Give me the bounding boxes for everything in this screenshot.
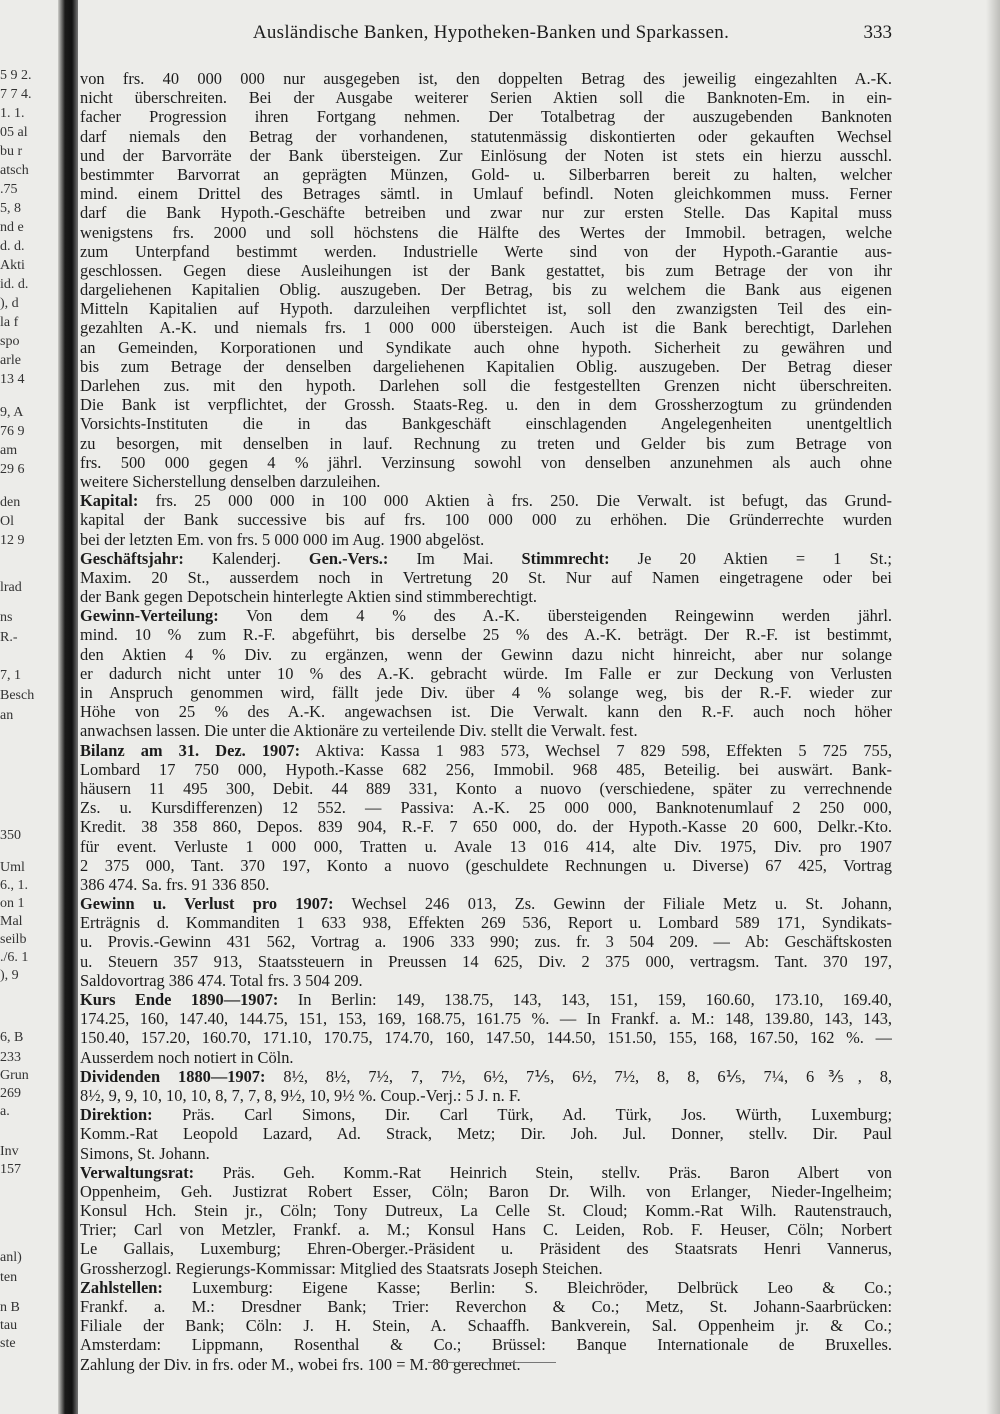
margin-fragment: an: [0, 708, 14, 723]
text-line: [80, 606, 892, 625]
text-line: [80, 107, 892, 126]
text-line: [80, 127, 892, 146]
line-text: Le Gallais, Luxemburg; Ehren-Oberger.-Präsident u. Präsident des Staatsrats Henri Vannerus,: [80, 1239, 892, 1259]
line-text: Komm.-Rat Leopold Lazard, Ad. Strack, Metz; Dir. Joh. Jul. Donner, stellv. Dir. Paul: [80, 1124, 892, 1144]
text-line: [80, 338, 892, 357]
line-text: bis zum Betrage der denselben dargeliehenen Kapitalien Oblig. auszugeben. Der Betrag dieser: [80, 356, 892, 376]
text-line: [80, 1239, 892, 1258]
text-line: [80, 530, 892, 549]
text-line: [80, 875, 892, 894]
page-number: 333: [863, 22, 892, 43]
line-text: Kalenderj.: [183, 548, 309, 568]
section-heading: Stimmrecht:: [521, 548, 610, 568]
line-text: Saldovortrag 386 474. Total frs. 3 504 209.: [80, 970, 363, 990]
line-text: an Gemeinden, Korporationen und Syndikate auch ohne hypoth. Sicherheit zu gewähren und: [80, 337, 892, 357]
text-line: [80, 1297, 892, 1316]
line-text: Höhe von 25 % des A.-K. angewachsen ist. Die Verwalt. kann den R.-F. auch noch höher: [80, 702, 892, 722]
line-text: und der Barvorräte der Bank übersteigen. Zur Einlösung der Noten ist stets ein hierzu ausschl.: [80, 145, 892, 165]
section-heading: Kurs Ende 1890—1907:: [80, 990, 279, 1009]
line-text: Die Bank ist verpflichtet, der Grossh. Staats-Reg. u. den in dem Grossherzogtum zu gründenden: [80, 395, 892, 415]
line-text: gezahlten A.-K. und niemals frs. 1 000 000 übersteigen. Auch ist die Bank berechtigt, Darlehen: [80, 318, 892, 338]
margin-fragment: 7, 1: [0, 668, 21, 683]
line-text: mind. einem Drittel des Betrages sämtl. in Umlauf befindl. Noten gleichkommen muss. Ferner: [80, 184, 892, 204]
line-text: 174.25, 160, 147.40, 144.75, 151, 153, 169, 168.75, 161.75 %. — In Frankf. a. M.: 148, 139.80, 143, 143,: [80, 1009, 892, 1029]
margin-fragment: seilb: [0, 932, 27, 947]
margin-fragment: 6, B: [0, 1030, 24, 1045]
margin-fragment: ten: [0, 1270, 18, 1285]
margin-fragment: 5, 8: [0, 201, 21, 216]
section-heading: Direktion:: [80, 1105, 153, 1125]
text-line: [80, 952, 892, 971]
line-text: Zs. u. Kursdifferenzen) 12 552. — Passiva: A.-K. 25 000 000, Banknotenumlauf 2 250 000,: [80, 798, 892, 818]
text-line: [80, 990, 892, 1009]
text-line: [80, 434, 892, 453]
text-line: [80, 280, 892, 299]
line-text: 8½, 9, 9, 10, 10, 10, 8, 7, 7, 8, 9½, 10, 9½ %. Coup.-Verj.: 5 J. n. F.: [80, 1085, 521, 1105]
body-text: [80, 69, 892, 1374]
text-line: [80, 510, 892, 529]
line-text: Zahlung der Div. in frs. oder M., wobei frs. 100 = M. 80 gerechnet.: [80, 1354, 521, 1374]
text-line: [80, 472, 892, 491]
line-text: bestimmter Barvorrat an geprägten Münzen, Gold- u. Silberbarren bereit zu halten, welcher: [80, 164, 892, 184]
line-text: von frs. 40 000 000 nur ausgegeben ist, den doppelten Betrag des jeweilig eingezahlten A.-K.: [80, 69, 892, 88]
section-heading: Geschäftsjahr:: [80, 548, 184, 568]
section-heading: Gewinn u. Verlust pro 1907:: [80, 894, 334, 914]
line-text: frs. 500 000 gegen 4 % jährl. Verzinsung sowohl von denselben anzunehmen als auch ohne: [80, 452, 892, 472]
text-line: [80, 223, 892, 242]
margin-fragment: Inv: [0, 1144, 19, 1159]
text-line: [80, 625, 892, 644]
margin-fragment: 5 9 2.: [0, 68, 32, 83]
text-line: [80, 491, 892, 510]
margin-fragment: arle: [0, 353, 21, 368]
line-text: geschlossen. Gegen diese Ausleihungen ist der Bank gestattet, bis zum Betrage der von ihr: [80, 260, 892, 280]
text-line: [80, 683, 892, 702]
line-text: Mitteln Kapitalien auf Hypoth. darzuleihen verpflichtet ist, soll den zwanzigsten Teil des ein-: [80, 299, 892, 319]
margin-fragment: anl): [0, 1250, 22, 1265]
text-line: [80, 1220, 892, 1239]
text-line: [80, 587, 892, 606]
line-text: weitere Sicherstellung denselben darzuleihen.: [80, 471, 381, 491]
line-text: Grossherzogl. Regierungs-Kommissar: Mitglied des Staatsrats Joseph Steichen.: [80, 1258, 603, 1278]
line-text: Kredit. 38 358 860, Depos. 839 904, R.-F. 7 650 000, do. der Hypoth.-Kasse 20 600, Delkr.-Kto.: [80, 817, 892, 837]
line-text: Oppenheim, Geh. Justizrat Robert Esser, Cöln; Baron Dr. Wilh. von Erlanger, Nieder-Ingelheim;: [80, 1181, 892, 1201]
margin-fragment: 9, A: [0, 405, 24, 420]
line-text: darf niemals den Betrag der vorhandenen, statutenmässig diskontierten oder gekauften Wechsel: [80, 126, 892, 146]
line-text: kapital der Bank successive bis auf frs. 100 000 000 zu erhöhen. Die Gründerrechte wurden: [80, 510, 892, 530]
text-line: [80, 894, 892, 913]
margin-fragment: ./6. 1: [0, 950, 29, 965]
text-line: [80, 299, 892, 318]
line-text: Luxemburg: Eigene Kasse; Berlin: S. Bleichröder, Delbrück Leo & Co.;: [162, 1277, 892, 1297]
margin-fragment: Grun: [0, 1068, 29, 1083]
line-text: Vorsichts-Instituten die in das Bankgeschäft einschlagenden Angelegenheiten unentgeltlich: [80, 414, 892, 434]
line-text: Präs. Carl Simons, Dir. Carl Türk, Ad. Türk, Jos. Würth, Luxemburg;: [152, 1105, 892, 1125]
section-heading: Dividenden 1880—1907:: [80, 1066, 266, 1086]
text-line: [80, 837, 892, 856]
line-text: bei der letzten Em. von frs. 5 000 000 im Aug. 1900 abgelöst.: [80, 529, 485, 549]
line-text: zu besorgen, mit denselben in lauf. Rechnung zu treten und Gelder bis zum Betrage von: [80, 433, 892, 453]
line-text: facher Progression ihren Fortgang nehmen. Der Totalbetrag der auszugebenden Banknoten: [80, 107, 892, 127]
line-text: Aktiva: Kassa 1 983 573, Wechsel 7 829 598, Effekten 5 725 755,: [300, 740, 892, 760]
margin-fragment: la f: [0, 315, 19, 330]
text-line: [80, 702, 892, 721]
text-line: [80, 971, 892, 990]
line-text: der Bank gegen Depotschein hinterlegte Aktien sind stimmberechtigt.: [80, 587, 538, 607]
line-text: in Anspruch genommen wird, fällt jede Div. über 4 % solange weg, bis der R.-F. wieder zur: [80, 683, 892, 702]
margin-fragment: 76 9: [0, 424, 25, 439]
line-text: 150.40, 157.20, 160.70, 171.10, 170.75, 174.70, 160, 147.50, 144.50, 151.50, 155, 168, 167.50, 162 %. —: [80, 1028, 892, 1048]
text-line: [80, 414, 892, 433]
margin-fragment: lrad: [0, 580, 22, 595]
text-line: [80, 741, 892, 760]
text-line: [80, 376, 892, 395]
text-line: [80, 1163, 892, 1182]
text-line: [80, 1335, 892, 1354]
text-line: [80, 1316, 892, 1335]
text-line: [80, 1086, 892, 1105]
line-text: mind. 10 % zum R.-F. abgeführt, bis derselbe 25 % des A.-K. beträgt. Der R.-F. ist bestimmt,: [80, 625, 892, 645]
line-text: Maxim. 20 St., ausserdem noch in Vertretung 20 St. Nur auf Namen eingetragene oder bei: [80, 567, 892, 587]
text-line: [80, 165, 892, 184]
line-text: In Berlin: 149, 138.75, 143, 143, 151, 159, 160.60, 173.10, 169.40,: [278, 990, 892, 1009]
margin-fragment: den: [0, 495, 21, 510]
margin-fragment: Mal: [0, 914, 23, 929]
text-line: [80, 1355, 892, 1374]
text-line: [80, 798, 892, 817]
text-line: [80, 453, 892, 472]
line-text: Im Mai.: [388, 548, 522, 568]
section-heading: Kapital:: [80, 491, 139, 511]
text-line: [80, 357, 892, 376]
header-title: Ausländische Banken, Hypotheken-Banken und Sparkassen.: [252, 22, 730, 43]
line-text: dargeliehenen Kapitalien Oblig. auszugeben. Der Betrag, bis zu welchem die Bank aus eigenen: [80, 280, 892, 300]
text-line: [80, 760, 892, 779]
line-text: Filiale der Bank; Cöln: J. H. Stein, A. Schaaffh. Bankverein, Sal. Oppenheim jr. & Co.;: [80, 1316, 892, 1336]
margin-fragment: ns: [0, 610, 13, 625]
line-text: Konsul Hch. Stein jr., Cöln; Tony Dutreux, La Celle St. Cloud; Komm.-Rat Wilh. Rautenstrauch,: [80, 1201, 892, 1221]
margin-fragment: id. d.: [0, 277, 29, 292]
margin-fragment: 7 7 4.: [0, 87, 32, 102]
margin-fragment: 233: [0, 1050, 21, 1065]
binding-gutter: [58, 0, 78, 1414]
line-text: 8½, 8½, 7½, 7, 7½, 6½, 7⅕, 6½, 7½, 8, 8, 6⅕, 7¼, 6⅗, 8,: [265, 1066, 892, 1086]
text-line: [80, 721, 892, 740]
margin-fragment: ), 9: [0, 968, 19, 983]
line-text: häusern 11 495 300, Debit. 44 889 331, Konto a nuovo (verschiedene, später zu verrechnende: [80, 778, 892, 798]
text-line: [80, 664, 892, 683]
line-text: Lombard 17 750 000, Hypoth.-Kasse 682 256, Immobil. 968 485, Beteilig. bei auswärt. Bank-: [80, 759, 892, 779]
left-margin-fragments: [0, 0, 58, 1414]
margin-fragment: tau: [0, 1318, 18, 1333]
section-heading: Gen.-Vers.:: [308, 548, 389, 568]
text-line: [80, 1105, 892, 1124]
text-line: [80, 1124, 892, 1143]
margin-fragment: nd e: [0, 220, 24, 235]
margin-fragment: on 1: [0, 896, 25, 911]
text-line: [80, 1182, 892, 1201]
margin-fragment: Uml: [0, 860, 25, 875]
page-edge-shadow: [986, 0, 1000, 1414]
text-line: [80, 395, 892, 414]
text-line: [80, 1201, 892, 1220]
margin-fragment: Ol: [0, 514, 14, 529]
margin-fragment: am: [0, 443, 18, 458]
margin-fragment: n B: [0, 1300, 20, 1315]
text-line: [80, 184, 892, 203]
line-text: Je 20 Aktien = 1 St.;: [609, 548, 892, 568]
line-text: Simons, St. Johann.: [80, 1143, 210, 1163]
text-line: [80, 88, 892, 107]
text-line: [80, 779, 892, 798]
margin-fragment: R.-: [0, 630, 18, 645]
line-text: darf die Bank Hypoth.-Geschäfte betreiben und zwar nur zur ersten Stelle. Das Kapital muss: [80, 203, 892, 223]
line-text: Ausserdem noch notiert in Cöln.: [80, 1047, 294, 1067]
text-line: [80, 242, 892, 261]
line-text: nicht überschreiten. Bei der Ausgabe weiterer Serien Aktien soll die Banknoten-Em. in ein-: [80, 88, 892, 108]
text-line: [80, 1278, 892, 1297]
line-text: Amsterdam: Lippmann, Rosenthal & Co.; Brüssel: Banque Internationale de Bruxelles.: [80, 1335, 892, 1355]
line-text: Von dem 4 % des A.-K. übersteigenden Reingewinn werden jährl.: [218, 606, 892, 626]
section-heading: Bilanz am 31. Dez. 1907:: [80, 740, 301, 760]
margin-fragment: ), d: [0, 296, 19, 311]
section-heading: Gewinn-Verteilung:: [80, 606, 219, 626]
margin-fragment: 12 9: [0, 533, 25, 548]
line-text: zum Unterpfand bestimmt werden. Industrielle Werte sind von der Hypoth.-Garantie aus-: [80, 241, 892, 261]
text-line: [80, 856, 892, 875]
margin-fragment: 29 6: [0, 462, 25, 477]
running-header: [90, 22, 892, 50]
text-line: [80, 549, 892, 568]
section-heading: Verwaltungsrat:: [80, 1162, 195, 1182]
line-text: anwachsen lassen. Die unter die Aktionäre zu verteilende Div. stellt die Verwalt. fest.: [80, 721, 638, 741]
line-text: für event. Verluste 1 000 000, Tratten u. Avale 13 016 414, alte Div. 1975, Div. pro 1907: [80, 836, 892, 856]
margin-fragment: 6., 1.: [0, 878, 28, 893]
text-line: [80, 318, 892, 337]
margin-fragment: Akti: [0, 258, 25, 273]
margin-fragment: a.: [0, 1104, 10, 1119]
text-line: [80, 69, 892, 88]
line-text: wenigstens frs. 2000 und soll höchstens die Hälfte des Wertes der Immobil. betragen, welche: [80, 222, 892, 242]
margin-fragment: 1. 1.: [0, 106, 25, 121]
section-heading: Zahlstellen:: [80, 1277, 163, 1297]
text-line: [80, 1048, 892, 1067]
text-line: [80, 1144, 892, 1163]
text-line: [80, 1009, 892, 1028]
line-text: 2 375 000, Tant. 370 197, Konto a nuovo (geschuldete Rechnungen u. Diverse) 67 425, Vortrag: [80, 855, 892, 875]
margin-fragment: 05 al: [0, 125, 28, 140]
line-text: den Aktien 4 % Div. zu ergänzen, wenn der Gewinn dazu nicht hinreicht, aber nur solange: [80, 644, 892, 664]
margin-fragment: bu r: [0, 144, 23, 159]
margin-fragment: 13 4: [0, 372, 25, 387]
footer-rule: [428, 1362, 556, 1363]
line-text: frs. 25 000 000 in 100 000 Aktien à frs. 250. Die Verwalt. ist befugt, das Grund-: [138, 491, 892, 511]
text-line: [80, 932, 892, 951]
text-line: [80, 261, 892, 280]
margin-fragment: d. d.: [0, 239, 25, 254]
text-line: [80, 1259, 892, 1278]
margin-fragment: Besch: [0, 688, 35, 703]
margin-fragment: 157: [0, 1162, 21, 1177]
line-text: Erträgnis d. Kommanditen 1 633 938, Effekten 269 536, Report u. Lombard 589 171, Syndikats-: [80, 913, 892, 933]
margin-fragment: ste: [0, 1336, 16, 1351]
line-text: Darlehen zus. mit den hypoth. Darlehen soll die festgestellten Grenzen nicht überschreiten.: [80, 376, 892, 395]
line-text: 386 474. Sa. frs. 91 336 850.: [80, 874, 270, 894]
margin-fragment: atsch: [0, 163, 29, 178]
margin-fragment: spo: [0, 334, 20, 349]
text-line: [80, 913, 892, 932]
line-text: Präs. Geh. Komm.-Rat Heinrich Stein, stellv. Präs. Baron Albert von: [194, 1162, 892, 1182]
line-text: Wechsel 246 013, Zs. Gewinn der Filiale Metz u. St. Johann,: [333, 894, 892, 914]
text-line: [80, 568, 892, 587]
line-text: Trier; Carl von Metzler, Frankf. a. M.; Konsul Hans C. Leiden, Rob. F. Heuser, Cöln; Norbert: [80, 1220, 892, 1240]
margin-fragment: 350: [0, 828, 21, 843]
text-line: [80, 203, 892, 222]
margin-fragment: .75: [0, 182, 18, 197]
line-text: Frankf. a. M.: Dresdner Bank; Trier: Reverchon & Co.; Metz, St. Johann-Saarbrücken:: [80, 1297, 892, 1316]
text-line: [80, 817, 892, 836]
line-text: u. Steuern 357 913, Staatssteuern in Preussen 14 625, Div. 2 375 000, vertragsm. Tant. 370 197,: [80, 951, 892, 971]
margin-fragment: 269: [0, 1086, 21, 1101]
text-line: [80, 1028, 892, 1047]
text-line: [80, 645, 892, 664]
line-text: u. Provis.-Gewinn 431 562, Vortrag a. 1906 333 990; zus. fr. 3 504 209. — Ab: Geschäftskosten: [80, 932, 892, 952]
text-line: [80, 146, 892, 165]
text-line: [80, 1067, 892, 1086]
line-text: er dadurch nicht unter 10 % des A.-K. gebracht würde. Im Falle er zur Deckung von Verlusten: [80, 663, 892, 683]
